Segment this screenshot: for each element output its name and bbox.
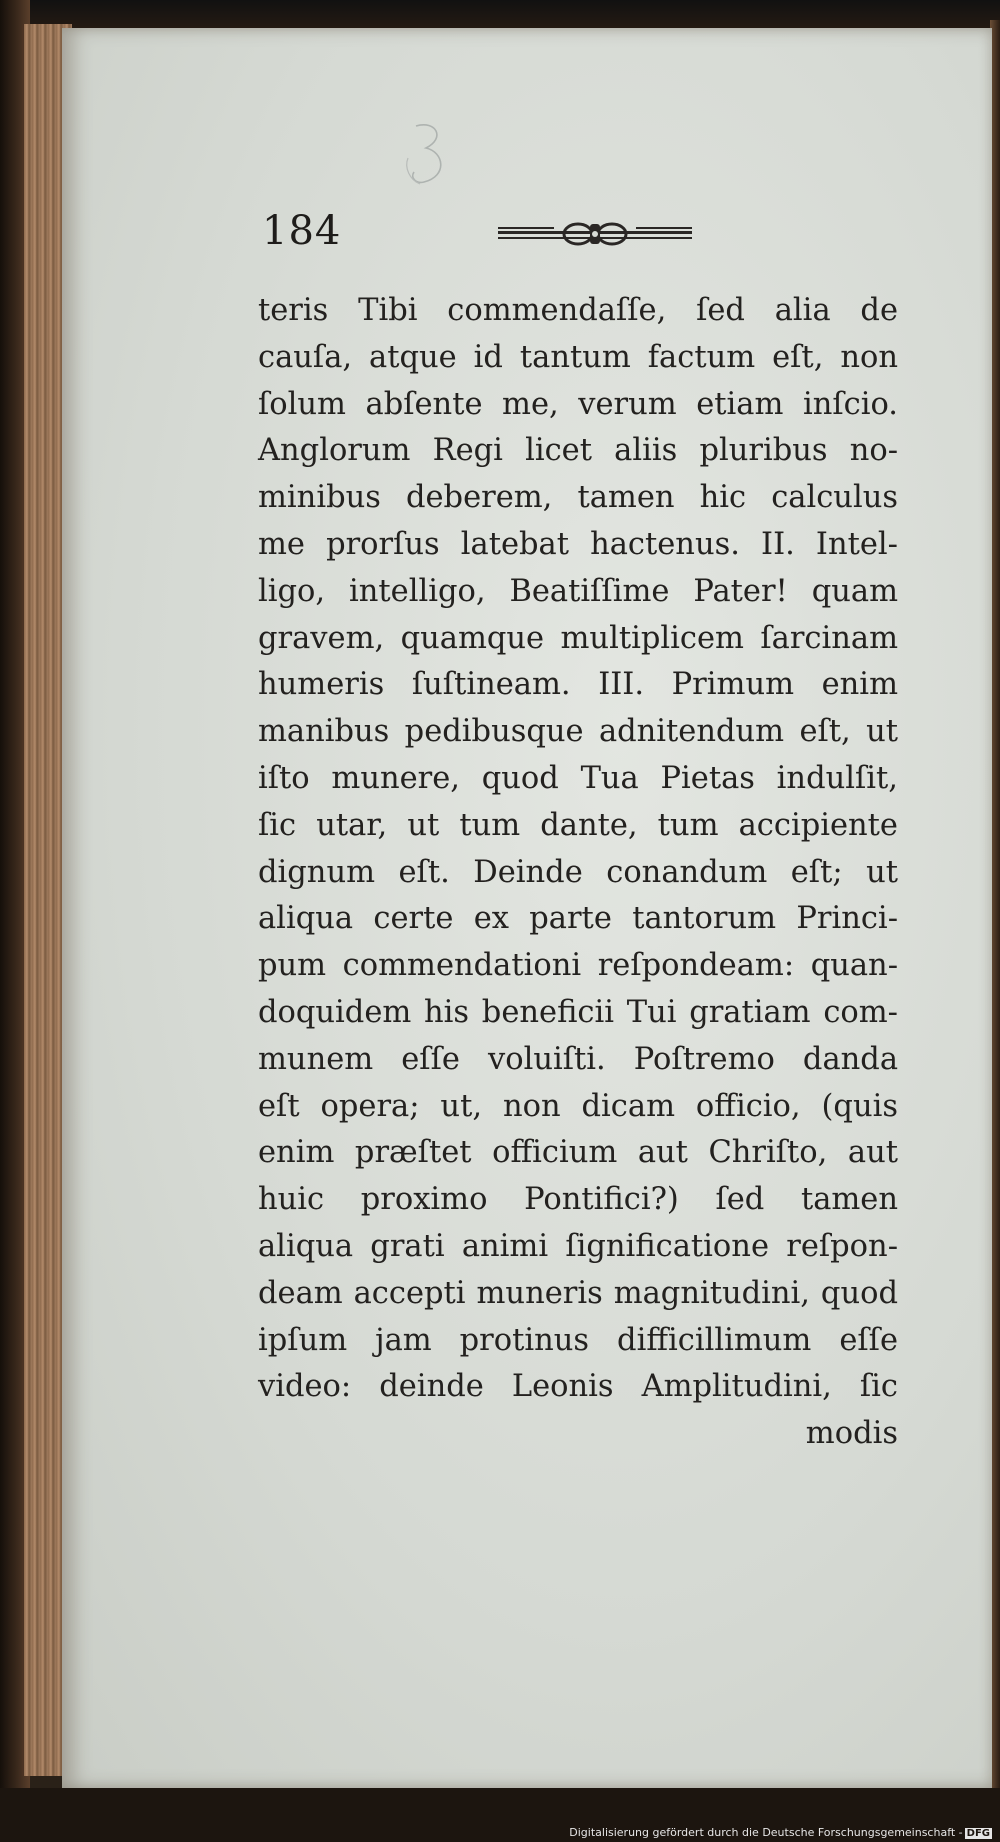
text-line: dignum eſt. Deinde conandum eſt; ut (258, 854, 898, 890)
text-line: aliqua certe ex parte tantorum Princi- (258, 901, 898, 937)
header-ornament-icon (498, 222, 692, 248)
text-line: me prorſus latebat hactenus. II. Intel- (258, 526, 898, 562)
text-line: Anglorum Regi licet aliis pluribus no- (258, 433, 898, 469)
text-line: ipſum jam protinus difficillimum eſſe (258, 1322, 898, 1358)
page-body-text (258, 288, 898, 1458)
text-line: deam accepti muneris magnitudini, quod (258, 1275, 898, 1311)
text-line: huic proximo Pontifici?) ſed tamen (258, 1182, 898, 1218)
credit-text: Digitalisierung gefördert durch die Deutsche Forschungsgemeinschaft - (569, 1826, 963, 1839)
text-line: manibus pedibusque adnitendum eſt, ut (258, 714, 898, 750)
dfg-logo: DFG (966, 1828, 990, 1839)
text-line: gravem, quamque multiplicem ſarcinam (258, 620, 898, 656)
text-line: iſto munere, quod Tua Pietas indulſit, (258, 760, 898, 796)
text-line: cauſa, atque id tantum factum eſt, non (258, 339, 898, 375)
scan-bottom-band (0, 1788, 1000, 1842)
text-line: teris Tibi commendaſſe, ſed alia de (258, 293, 898, 328)
page-number: 184 (262, 208, 342, 254)
text-line: eſt opera; ut, non dicam officio, (quis (258, 1088, 898, 1124)
text-line: humeris ſuſtineam. III. Primum enim (258, 667, 898, 703)
scan-top-band (0, 0, 1000, 28)
page-header (262, 208, 897, 258)
pencil-mark-icon (396, 118, 452, 188)
text-line: ſolum abſente me, verum etiam inſcio. (258, 386, 898, 422)
text-line: video: deinde Leonis Amplitudini, ſic (258, 1369, 898, 1405)
text-line: aliqua grati animi ſignificatione reſpon- (258, 1228, 898, 1264)
text-line: pum commendationi reſpondeam: quan- (258, 948, 898, 984)
text-line: ligo, intelligo, Beatiſſime Pater! quam (258, 573, 898, 609)
catchword: modis (805, 1416, 898, 1452)
text-line: munem eſſe voluiſti. Poſtremo danda (258, 1041, 898, 1077)
digitization-credit (569, 1826, 992, 1839)
text-line: enim præſtet officium aut Chriſto, aut (258, 1135, 898, 1171)
text-line: doquidem his beneficii Tui gratiam com- (258, 994, 898, 1030)
text-line: minibus deberem, tamen hic calculus (258, 480, 898, 516)
text-line: ſic utar, ut tum dante, tum accipiente (258, 807, 898, 843)
